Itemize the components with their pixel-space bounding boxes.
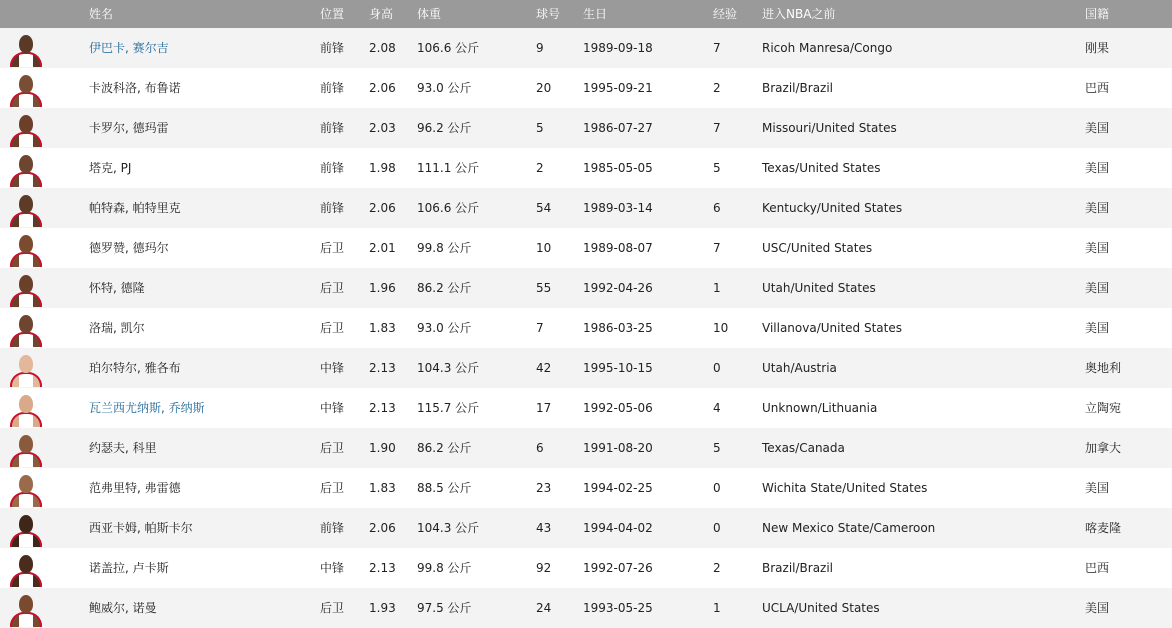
player-weight: 97.5 公斤	[417, 601, 472, 615]
player-position: 后卫	[320, 281, 345, 295]
player-experience: 0	[713, 481, 721, 495]
player-number: 43	[536, 521, 552, 535]
player-experience: 6	[713, 201, 721, 215]
headshot-head	[19, 315, 33, 333]
headshot-jersey-trim	[10, 532, 42, 547]
player-birthday: 1994-04-02	[583, 521, 653, 535]
player-headshot[interactable]	[8, 311, 44, 347]
table-row[interactable]	[0, 468, 1172, 508]
player-position: 后卫	[320, 601, 345, 615]
player-position: 前锋	[320, 201, 345, 215]
player-height: 1.96	[369, 281, 396, 295]
player-headshot[interactable]	[8, 431, 44, 467]
table-row[interactable]	[0, 28, 1172, 68]
player-name[interactable]: 帕特森, 帕特里克	[89, 201, 181, 215]
player-birthday: 1985-05-05	[583, 161, 653, 175]
player-experience: 7	[713, 41, 721, 55]
player-nationality: 美国	[1085, 121, 1110, 135]
player-nationality: 美国	[1085, 481, 1110, 495]
player-weight: 86.2 公斤	[417, 281, 472, 295]
player-weight: 104.3 公斤	[417, 361, 480, 375]
player-weight: 99.8 公斤	[417, 241, 472, 255]
player-height: 2.06	[369, 201, 396, 215]
table-row[interactable]	[0, 68, 1172, 108]
header-pre-nba[interactable]: 进入NBA之前	[762, 7, 836, 21]
player-number: 9	[536, 41, 544, 55]
player-name[interactable]: 瓦兰西尤纳斯, 乔纳斯	[89, 401, 205, 415]
player-experience: 7	[713, 241, 721, 255]
player-pre-nba: UCLA/United States	[762, 601, 880, 615]
headshot-jersey-trim	[10, 292, 42, 307]
player-weight: 86.2 公斤	[417, 441, 472, 455]
player-headshot[interactable]	[8, 351, 44, 387]
player-experience: 1	[713, 281, 721, 295]
player-pre-nba: Villanova/United States	[762, 321, 903, 335]
player-nationality: 巴西	[1085, 561, 1110, 575]
headshot-jersey-trim	[10, 172, 42, 187]
table-row[interactable]	[0, 188, 1172, 228]
player-number: 6	[536, 441, 544, 455]
table-row[interactable]	[0, 308, 1172, 348]
player-height: 1.83	[369, 321, 396, 335]
player-birthday: 1992-05-06	[583, 401, 653, 415]
table-row[interactable]	[0, 348, 1172, 388]
player-nationality: 喀麦隆	[1085, 521, 1122, 535]
player-number: 7	[536, 321, 544, 335]
player-experience: 10	[713, 321, 729, 335]
player-pre-nba: Texas/Canada	[762, 441, 845, 455]
player-height: 2.13	[369, 361, 396, 375]
headshot-head	[19, 75, 33, 93]
player-number: 10	[536, 241, 552, 255]
player-number: 42	[536, 361, 552, 375]
player-birthday: 1992-07-26	[583, 561, 653, 575]
player-headshot[interactable]	[8, 391, 44, 427]
headshot-head	[19, 35, 33, 53]
player-pre-nba: Kentucky/United States	[762, 201, 903, 215]
roster-table-header	[0, 0, 1172, 28]
headshot-jersey-trim	[10, 92, 42, 107]
player-headshot[interactable]	[8, 471, 44, 507]
player-height: 2.03	[369, 121, 396, 135]
headshot-jersey-trim	[10, 212, 42, 227]
player-pre-nba: Missouri/United States	[762, 121, 897, 135]
player-position: 后卫	[320, 241, 345, 255]
player-height: 2.13	[369, 561, 396, 575]
player-birthday: 1995-09-21	[583, 81, 653, 95]
headshot-jersey-trim	[10, 252, 42, 267]
player-experience: 2	[713, 561, 721, 575]
player-birthday: 1992-04-26	[583, 281, 653, 295]
player-headshot[interactable]	[8, 71, 44, 107]
player-height: 1.93	[369, 601, 396, 615]
player-number: 24	[536, 601, 552, 615]
header-birthday[interactable]: 生日	[583, 7, 608, 21]
player-headshot[interactable]	[8, 591, 44, 627]
player-birthday: 1995-10-15	[583, 361, 653, 375]
player-position: 前锋	[320, 521, 345, 535]
player-position: 前锋	[320, 161, 345, 175]
headshot-head	[19, 515, 33, 533]
player-nationality: 美国	[1085, 321, 1110, 335]
player-headshot[interactable]	[8, 551, 44, 587]
headshot-head	[19, 395, 33, 413]
headshot-head	[19, 595, 33, 613]
player-experience: 5	[713, 441, 721, 455]
player-position: 前锋	[320, 121, 345, 135]
player-name[interactable]: 伊巴卡, 赛尔吉	[89, 41, 169, 55]
player-weight: 93.0 公斤	[417, 81, 472, 95]
table-row[interactable]	[0, 428, 1172, 468]
player-experience: 0	[713, 361, 721, 375]
player-position: 前锋	[320, 81, 345, 95]
player-height: 1.98	[369, 161, 396, 175]
headshot-jersey-trim	[10, 132, 42, 147]
headshot-head	[19, 195, 33, 213]
player-headshot[interactable]	[8, 271, 44, 307]
player-name[interactable]: 怀特, 德隆	[89, 281, 145, 295]
player-height: 2.13	[369, 401, 396, 415]
player-position: 后卫	[320, 441, 345, 455]
player-pre-nba: Utah/United States	[762, 281, 876, 295]
table-row[interactable]	[0, 548, 1172, 588]
player-birthday: 1989-08-07	[583, 241, 653, 255]
player-headshot[interactable]	[8, 111, 44, 147]
player-name[interactable]: 范弗里特, 弗雷德	[89, 481, 181, 495]
player-nationality: 奥地利	[1085, 361, 1122, 375]
player-nationality: 美国	[1085, 241, 1110, 255]
player-number: 92	[536, 561, 552, 575]
header-position[interactable]: 位置	[320, 7, 345, 21]
player-weight: 111.1 公斤	[417, 161, 480, 175]
player-number: 20	[536, 81, 552, 95]
player-birthday: 1994-02-25	[583, 481, 653, 495]
player-birthday: 1993-05-25	[583, 601, 653, 615]
player-birthday: 1991-08-20	[583, 441, 653, 455]
player-experience: 1	[713, 601, 721, 615]
player-nationality: 立陶宛	[1085, 401, 1122, 415]
player-position: 后卫	[320, 321, 345, 335]
table-row[interactable]	[0, 108, 1172, 148]
headshot-head	[19, 155, 33, 173]
player-height: 1.90	[369, 441, 396, 455]
player-weight: 106.6 公斤	[417, 41, 480, 55]
player-weight: 104.3 公斤	[417, 521, 480, 535]
headshot-head	[19, 475, 33, 493]
table-row[interactable]	[0, 228, 1172, 268]
player-position: 中锋	[320, 401, 345, 415]
player-name[interactable]: 塔克, PJ	[89, 161, 132, 175]
player-number: 2	[536, 161, 544, 175]
player-headshot[interactable]	[8, 31, 44, 67]
player-weight: 106.6 公斤	[417, 201, 480, 215]
player-number: 54	[536, 201, 552, 215]
player-height: 2.06	[369, 81, 396, 95]
table-row[interactable]	[0, 508, 1172, 548]
player-headshot[interactable]	[8, 511, 44, 547]
headshot-jersey-trim	[10, 412, 42, 427]
player-name[interactable]: 珀尔特尔, 雅各布	[89, 361, 181, 375]
headshot-head	[19, 435, 33, 453]
header-number[interactable]: 球号	[536, 7, 561, 21]
player-weight: 93.0 公斤	[417, 321, 472, 335]
player-nationality: 美国	[1085, 281, 1110, 295]
headshot-jersey-trim	[10, 332, 42, 347]
player-pre-nba: New Mexico State/Cameroon	[762, 521, 936, 535]
header-nationality[interactable]: 国籍	[1085, 7, 1110, 21]
player-height: 2.01	[369, 241, 396, 255]
player-experience: 0	[713, 521, 721, 535]
player-weight: 96.2 公斤	[417, 121, 472, 135]
player-experience: 7	[713, 121, 721, 135]
player-name[interactable]: 约瑟夫, 科里	[89, 441, 157, 455]
headshot-jersey-trim	[10, 572, 42, 587]
player-position: 前锋	[320, 41, 345, 55]
table-row[interactable]	[0, 148, 1172, 188]
player-height: 2.08	[369, 41, 396, 55]
player-name[interactable]: 诺盖拉, 卢卡斯	[89, 561, 169, 575]
player-pre-nba: Brazil/Brazil	[762, 561, 834, 575]
table-row[interactable]	[0, 268, 1172, 308]
player-pre-nba: Texas/United States	[762, 161, 881, 175]
player-pre-nba: USC/United States	[762, 241, 873, 255]
header-weight[interactable]: 体重	[417, 7, 442, 21]
headshot-head	[19, 275, 33, 293]
headshot-head	[19, 555, 33, 573]
player-weight: 115.7 公斤	[417, 401, 480, 415]
header-experience[interactable]: 经验	[713, 7, 738, 21]
player-pre-nba: Utah/Austria	[762, 361, 837, 375]
table-row[interactable]	[0, 388, 1172, 428]
headshot-jersey-trim	[10, 52, 42, 67]
roster-table-body	[0, 28, 1172, 628]
player-headshot[interactable]	[8, 231, 44, 267]
player-nationality: 刚果	[1085, 41, 1110, 55]
player-experience: 4	[713, 401, 721, 415]
headshot-head	[19, 235, 33, 253]
player-pre-nba: Wichita State/United States	[762, 481, 928, 495]
player-number: 55	[536, 281, 552, 295]
headshot-jersey-trim	[10, 612, 42, 627]
headshot-head	[19, 355, 33, 373]
player-name[interactable]: 卡波科洛, 布鲁诺	[89, 81, 181, 95]
player-pre-nba: Unknown/Lithuania	[762, 401, 878, 415]
player-name[interactable]: 西亚卡姆, 帕斯卡尔	[89, 521, 193, 535]
player-height: 1.83	[369, 481, 396, 495]
header-name[interactable]: 姓名	[89, 7, 114, 21]
player-pre-nba: Brazil/Brazil	[762, 81, 834, 95]
player-pre-nba: Ricoh Manresa/Congo	[762, 41, 893, 55]
player-nationality: 美国	[1085, 201, 1110, 215]
headshot-jersey-trim	[10, 372, 42, 387]
player-position: 中锋	[320, 361, 345, 375]
player-name[interactable]: 卡罗尔, 德玛雷	[89, 121, 169, 135]
player-experience: 5	[713, 161, 721, 175]
player-name[interactable]: 洛瑞, 凯尔	[89, 321, 145, 335]
player-number: 5	[536, 121, 544, 135]
player-height: 2.06	[369, 521, 396, 535]
player-nationality: 巴西	[1085, 81, 1110, 95]
player-birthday: 1989-09-18	[583, 41, 653, 55]
player-weight: 88.5 公斤	[417, 481, 472, 495]
player-birthday: 1986-07-27	[583, 121, 653, 135]
player-position: 中锋	[320, 561, 345, 575]
player-nationality: 美国	[1085, 161, 1110, 175]
header-height[interactable]: 身高	[369, 7, 394, 21]
player-birthday: 1986-03-25	[583, 321, 653, 335]
player-nationality: 加拿大	[1085, 441, 1122, 455]
player-birthday: 1989-03-14	[583, 201, 653, 215]
table-row[interactable]	[0, 588, 1172, 628]
player-position: 后卫	[320, 481, 345, 495]
player-name[interactable]: 鲍威尔, 诺曼	[89, 601, 157, 615]
player-number: 17	[536, 401, 552, 415]
player-experience: 2	[713, 81, 721, 95]
headshot-jersey-trim	[10, 492, 42, 507]
headshot-head	[19, 115, 33, 133]
headshot-jersey-trim	[10, 452, 42, 467]
player-number: 23	[536, 481, 552, 495]
player-nationality: 美国	[1085, 601, 1110, 615]
player-headshot[interactable]	[8, 191, 44, 227]
player-weight: 99.8 公斤	[417, 561, 472, 575]
player-headshot[interactable]	[8, 151, 44, 187]
player-name[interactable]: 德罗赞, 德玛尔	[89, 241, 169, 255]
